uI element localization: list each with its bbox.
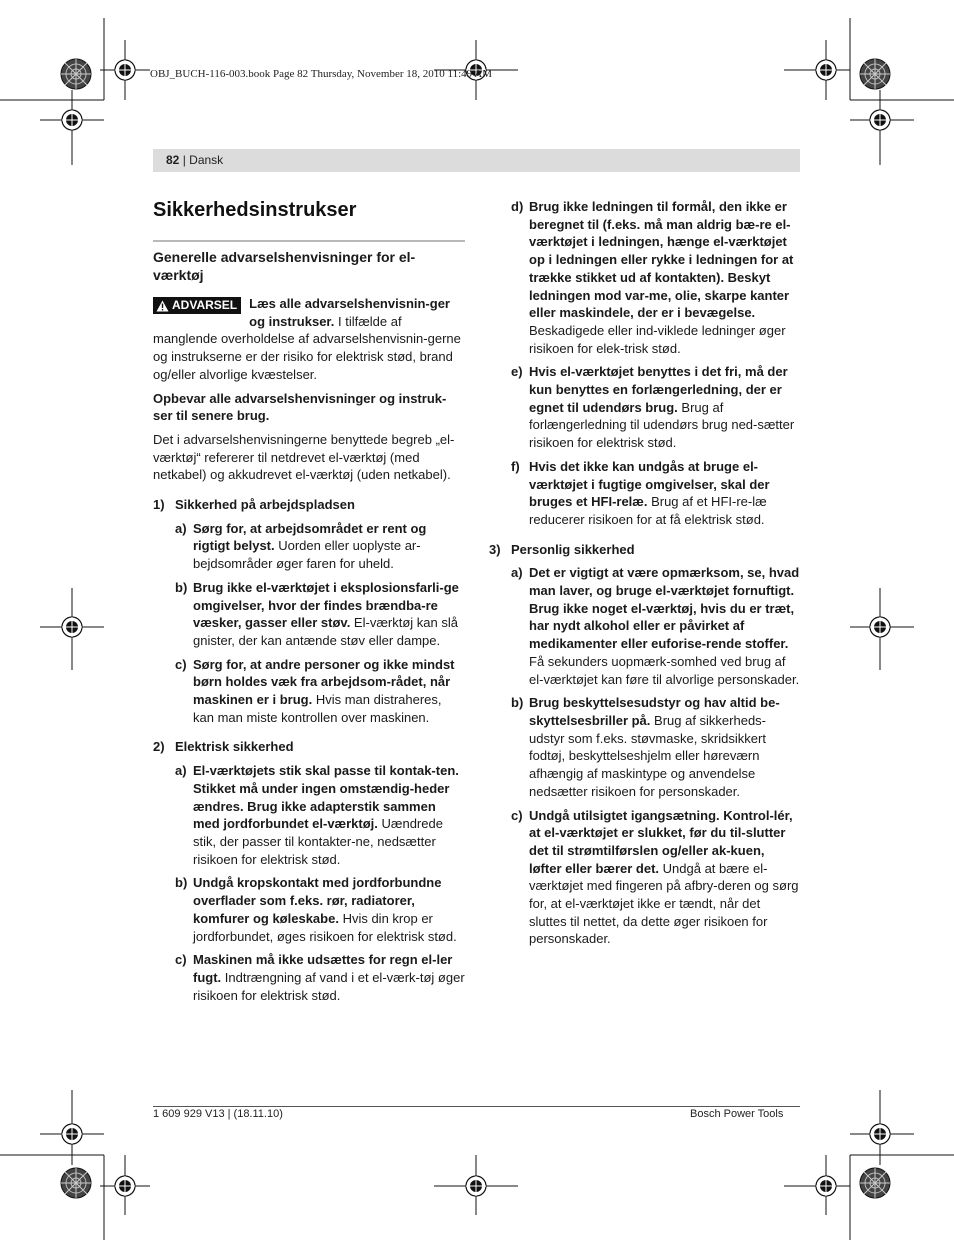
list-item: e) Hvis el-værktøjet benyttes i det fri, må der kun benyttes en forlængerledning, der er egnet til udendørs brug. Brug af forlængerledning til udendørs brug ned-sætter risikoen for elektrisk stød.: [511, 364, 795, 451]
header-separator: |: [182, 153, 186, 167]
list-item: b) Brug beskyttelsesudstyr og hav altid be-skyttelsesbriller på. Brug af sikkerheds-udstyr som f.eks. støvmaske, skridsikkert fodtøj, beskyttelseshjelm eller høreværn afhængig af maskintype og anvendelse nedsætter risikoen for personskader.: [511, 695, 780, 799]
list-item: b) Undgå kropskontakt med jordforbundne overflader som f.eks. rør, radiatorer, komfurer og køleskabe. Hvis din krop er jordforbundet, øges risikoen for elektrisk stød.: [175, 875, 457, 944]
section-1-heading: 1) Sikkerhed på arbejdspladsen: [153, 497, 355, 513]
section-rule: [153, 240, 465, 242]
keep-note: Opbevar alle advarselshenvisninger og instruk-ser til senere brug.: [153, 390, 447, 424]
list-item: c) Undgå utilsigtet igangsætning. Kontrol-lér, at el-værktøjet er slukket, før du til-slutter det til strømtilførslen og/eller ak-kuen, løfter eller bærer det. Undgå at bære el-værktøjet med fingeren på afbry-deren og sørg for, at el-værktøjet ikke er tændt, når det sluttes til nettet, da dette øger risikoen for personskader.: [511, 807, 799, 947]
list-item: a) Det er vigtigt at være opmærksom, se, hvad man laver, og bruge el-værktøjet fornuftigt. Brug ikke noget el-værktøj, hvis du er træt, har nydt alkohol eller er påvirket af medikamenter eller euforise-rende stoffer. Få sekunders uopmærk-somhed ved brug af el-værktøjet kan føre til alvorlige personskader.: [511, 565, 800, 687]
list-item: c) Maskinen må ikke udsættes for regn el-ler fugt. Indtrængning af vand i et el-værk-tøj øger risikoen for elektrisk stød.: [175, 952, 465, 1003]
footer-rule: [153, 1106, 800, 1107]
list-item: a) Sørg for, at arbejdsområdet er rent og rigtigt belyst. Uorden eller uoplyste ar-bejdsområder øger faren for uheld.: [175, 520, 427, 572]
list-item: b) Brug ikke el-værktøjet i eksplosionsfarli-ge omgivelser, hvor der findes brændba-re væsker, gasser eller støv. El-værktøj kan slå gnister, der kan antænde støv eller dampe.: [175, 579, 459, 648]
list-item: d) Brug ikke ledningen til formål, den ikke er beregnet til (f.eks. må man aldrig bæ-re el-værktøjet i ledningen, hænge el-værktøjet op i ledningen eller rykke i ledningen for at trække stikket ud af kontakten). Beskyt ledningen mod var-me, olie, skarpe kanter eller maskindele, der er i bevægelse. Beskadigede eller ind-viklede ledninger øger risikoen for elek-trisk stød.: [511, 199, 794, 356]
section-subtitle: Generelle advarselshenvisninger for el-værktøj: [153, 249, 416, 283]
list-item: f) Hvis det ikke kan undgås at bruge el-værktøjet i fugtige omgivelser, skal der bruges et HFI-relæ. Brug af et HFI-re-læ reducerer risikoen for at få elektrisk stød.: [511, 458, 770, 527]
page-number: 82: [166, 153, 180, 167]
warning-bold: Læs alle advarselshenvisnin-ger og instrukser.: [249, 296, 450, 329]
warning-paragraph: [153, 295, 465, 384]
page-header-bar: [153, 149, 800, 172]
warning-badge: ADVARSEL: [153, 297, 241, 314]
list-item: c) Sørg for, at andre personer og ikke mindst børn holdes væk fra arbejdsom-rådet, når maskinen er i brug. Hvis man distraheres, kan man miste kontrollen over maskinen.: [175, 656, 455, 725]
page-header: [166, 153, 223, 167]
warning-text: I tilfælde af manglende overholdelse af advarselshenvisnin-gerne og instrukserne er der risiko for elektrisk stød, brand og/eller alvorlige kvæstelser.: [153, 313, 461, 382]
footer-brand: Bosch Power Tools: [690, 1108, 784, 1120]
left-column: [153, 198, 465, 1004]
definition-text: Det i advarselshenvisningerne benyttede begreb „el-værktøj“ refererer til netdrevet el-værktøj (med netkabel) og akkudrevet el-værktøj (uden netkabel).: [153, 431, 455, 483]
list-item: a) El-værktøjets stik skal passe til kontak-ten. Stikket må under ingen omstændig-heder ændres. Brug ikke adapterstik sammen med jordforbundet el-værktøj. Uændrede stik, der passer til kontakter-ne, nedsætter risikoen for elektrisk stød.: [175, 763, 459, 867]
page-title: Sikkerhedsinstrukser: [153, 199, 357, 221]
book-info-line: OBJ_BUCH-116-003.book Page 82 Thursday, November 18, 2010 11:49 AM: [150, 68, 492, 80]
header-language: Dansk: [189, 153, 224, 167]
section-2-heading: 2) Elektrisk sikkerhed: [153, 739, 294, 755]
section-3-heading: 3) Personlig sikkerhed: [489, 541, 635, 557]
footer-doc-id: 1 609 929 V13 | (18.11.10): [153, 1108, 283, 1120]
right-column: [489, 198, 800, 948]
warning-triangle-icon: [156, 300, 169, 312]
